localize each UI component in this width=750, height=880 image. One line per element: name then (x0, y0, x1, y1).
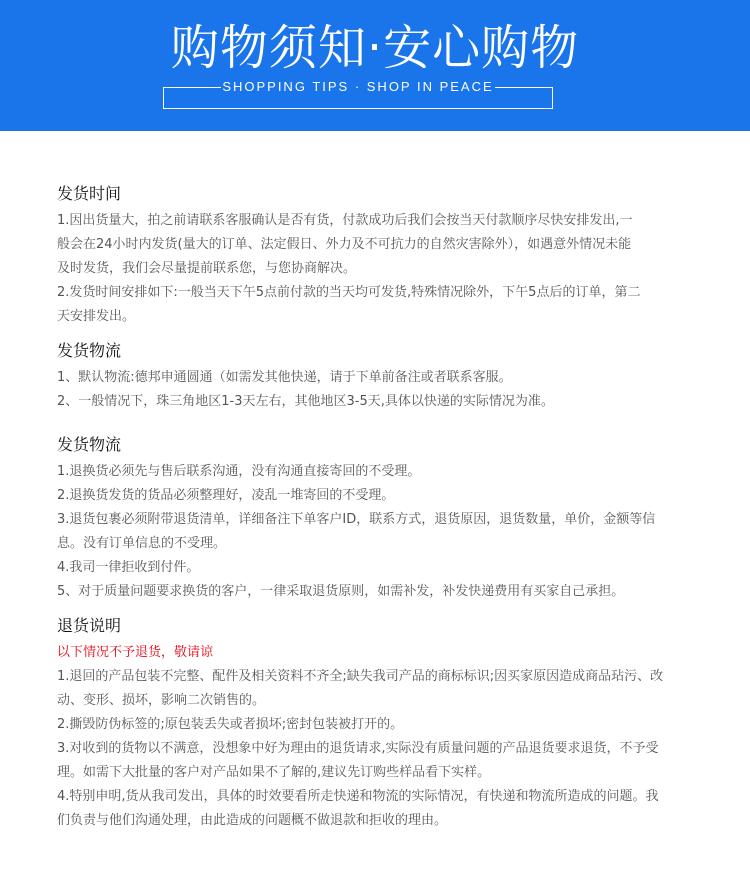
section-line: 1.退换货必须先与售后联系沟通，没有沟通直接寄回的不受理。 (57, 464, 421, 479)
section-shipping-logistics (57, 339, 717, 414)
section-line: 动、变形、损坏，影响二次销售的。 (57, 693, 266, 708)
section-line: 2.撕毁防伪标签的;原包装丢失或者损坏;密封包装被打开的。 (57, 717, 404, 732)
return-notice: 以下情况不予退货，敬请谅 (57, 645, 214, 660)
section-title: 发货物流 (57, 435, 122, 454)
section-line: 2、一般情况下，珠三角地区1-3天左右，其他地区3-5天,具体以快递的实际情况为准。 (57, 394, 554, 409)
section-line: 1.因出货量大，拍之前请联系客服确认是否有货，付款成功后我们会按当天付款顺序尽快安排发出,一 (57, 213, 633, 228)
section-shipping-time (57, 182, 717, 329)
section-title: 发货物流 (57, 341, 122, 360)
section-line: 及时发货，我们会尽量提前联系您，与您协商解决。 (57, 261, 357, 276)
section-line: 理。如需下大批量的客户对产品如果不了解的,建议先订购些样品看下实样。 (57, 765, 491, 780)
section-line: 2.发货时间安排如下:一般当天下午5点前付款的当天均可发货,特殊情况除外，下午5点后的订单，第二 (57, 285, 641, 300)
section-line: 1.退回的产品包装不完整、配件及相关资料不齐全;缺失我司产品的商标标识;因买家原因造成商品玷污、改 (57, 669, 664, 684)
section-title: 退货说明 (57, 616, 122, 635)
section-line: 3.对收到的货物以不满意，没想象中好为理由的退货请求,实际没有质量问题的产品退货要求退货，不予受 (57, 741, 659, 756)
banner-subtitle-frame (163, 79, 553, 110)
section-line: 们负责与他们沟通处理，由此造成的问题概不做退款和拒收的理由。 (57, 813, 448, 828)
section-line: 4.我司一律拒收到付件。 (57, 560, 200, 575)
section-line: 1、默认物流:德邦申通圆通（如需发其他快递，请于下单前备注或者联系客服。 (57, 370, 512, 385)
section-line: 般会在24小时内发货(量大的订单、法定假日、外力及不可抗力的自然灾害除外），如遇意外情况未能 (57, 237, 632, 252)
section-line: 5、对于质量问题要求换货的客户，一律采取退货原则，如需补发，补发快递费用有买家自己承担。 (57, 584, 625, 599)
section-line: 天安排发出。 (57, 309, 136, 324)
section-title: 发货时间 (57, 184, 122, 203)
shopping-notice-content (57, 182, 717, 833)
banner-title: 购物须知·安心购物 (170, 20, 580, 76)
section-line: 2.退换货发货的货品必须整理好，凌乱一堆寄回的不受理。 (57, 488, 395, 503)
banner-subtitle: SHOPPING TIPS · SHOP IN PEACE (222, 79, 494, 94)
section-line: 3.退货包裹必须附带退货清单，详细备注下单客户ID，联系方式，退货原因，退货数量，单价，金额等信 (57, 512, 656, 527)
header-banner (0, 0, 750, 131)
section-line: 息。没有订单信息的不受理。 (57, 536, 227, 551)
section-return-policy (57, 614, 717, 833)
section-line: 4.特别申明,货从我司发出，具体的时效要看所走快递和物流的实际情况，有快递和物流所造成的问题。我 (57, 789, 659, 804)
section-returns-exchanges (57, 433, 717, 604)
